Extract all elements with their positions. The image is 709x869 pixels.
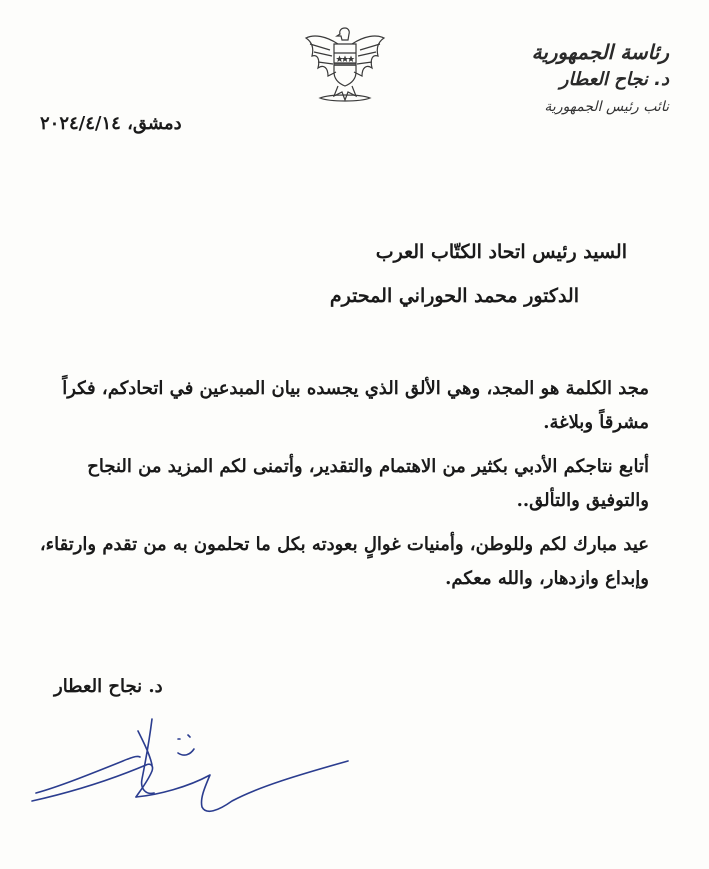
body-paragraph-3: عيد مبارك لكم وللوطن، وأمنيات غوالٍ بعودته بكل ما تحلمون به من تقدم وارتقاء، وإبداع وازدهار، والله معكم.: [39, 534, 649, 589]
body-paragraph-2: أتابع نتاجكم الأدبي بكثير من الاهتمام والتقدير، وأتمنى لكم المزيد من النجاح والتوفيق والتألق..: [87, 456, 649, 511]
letter-date: دمشق، ٢٠٢٤/٤/١٤: [40, 113, 182, 134]
recipient-block: [107, 238, 627, 310]
letterhead-name: د. نجاح العطار: [559, 69, 669, 90]
letterhead: [459, 38, 669, 120]
letter-body: [29, 372, 649, 606]
letterhead-title: نائب رئيس الجمهورية: [544, 99, 669, 115]
body-paragraph-1: مجد الكلمة هو المجد، وهي الألق الذي يجسده بيان المبدعين في اتحادكم، فكراً مشرقاً وبلاغة.: [62, 378, 649, 433]
handwritten-signature: [28, 715, 358, 825]
recipient-name: الدكتور محمد الحوراني المحترم: [329, 285, 579, 307]
signer-name: د. نجاح العطار: [54, 676, 163, 697]
recipient-title: السيد رئيس اتحاد الكتّاب العرب: [375, 241, 627, 263]
eagle-emblem-icon: [300, 22, 390, 108]
letterhead-office: رئاسة الجمهورية: [531, 40, 669, 64]
